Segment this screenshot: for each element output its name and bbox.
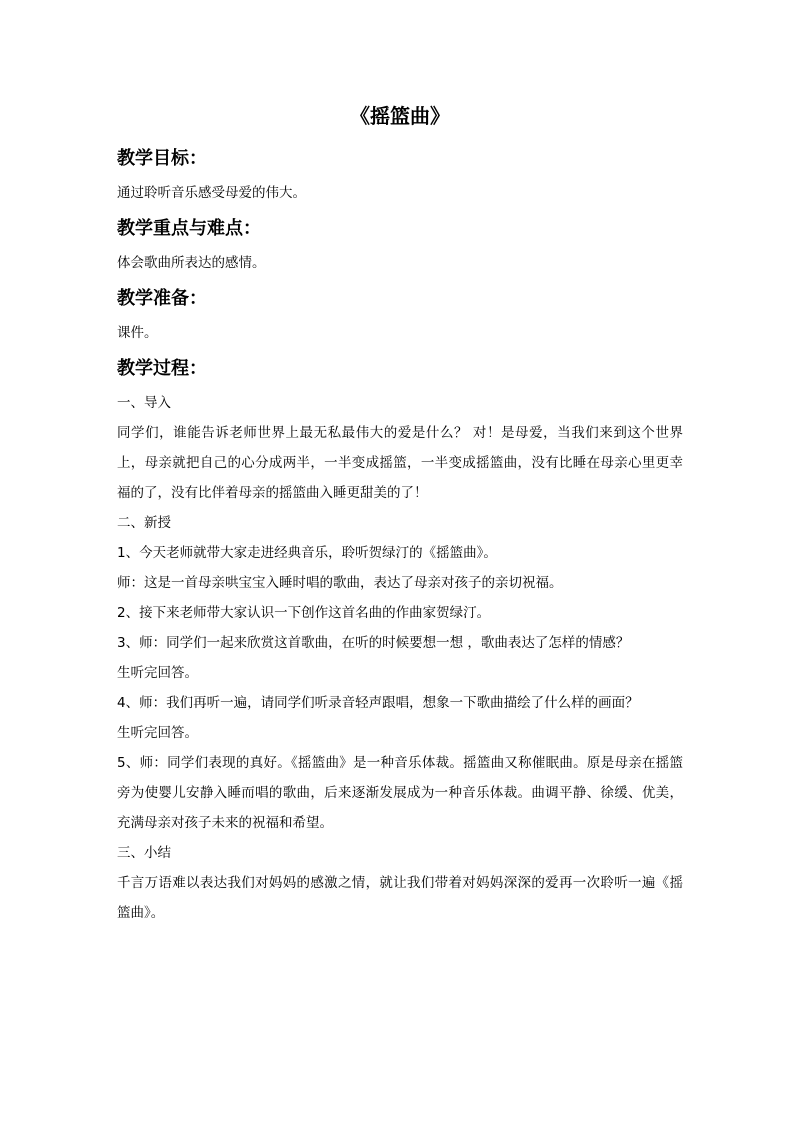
- process-summary-paragraph: 千言万语难以表达我们对妈妈的感激之情，就让我们带着对妈妈深深的爱再一次聆听一遍《摇篮曲》。: [117, 875, 683, 921]
- process-section-summary-title: 三、小结: [117, 845, 171, 861]
- key-points-text: 体会歌曲所表达的感情。: [117, 255, 266, 271]
- heading-key-points: 教学重点与难点：: [117, 218, 261, 239]
- process-section-intro-title: 一、导入: [117, 395, 171, 411]
- process-step-3: 3、师：同学们一起来欣赏这首歌曲，在听的时候要想一想 ，歌曲表达了怎样的情感？: [117, 635, 630, 651]
- document-title: 《摇篮曲》: [350, 104, 450, 128]
- process-step-2: 2、接下来老师带大家认识一下创作这首名曲的作曲家贺绿汀。: [117, 605, 491, 621]
- process-section-new-title: 二、新授: [117, 515, 171, 531]
- process-intro-paragraph: 同学们，谁能告诉老师世界上最无私最伟大的爱是什么？ 对！是母爱，当我们来到这个世界上，母亲就把自己的心分成两半，一半变成摇篮，一半变成摇篮曲，没有比睡在母亲心里更幸福的了，没有比伴着母亲的摇篮曲入睡更甜美的了！: [117, 425, 683, 501]
- process-step-4: 4、师：我们再听一遍，请同学们听录音轻声跟唱，想象一下歌曲描绘了什么样的画面？: [117, 695, 639, 711]
- heading-teaching-process: 教学过程：: [117, 358, 207, 379]
- preparation-text: 课件。: [117, 325, 158, 341]
- process-step-1: 1、今天老师就带大家走进经典音乐，聆听贺绿汀的《摇篮曲》。: [117, 545, 497, 561]
- teaching-goal-text: 通过聆听音乐感受母爱的伟大。: [117, 185, 306, 201]
- process-teacher-line: 师：这是一首母亲哄宝宝入睡时唱的歌曲，表达了母亲对孩子的亲切祝福。: [117, 575, 563, 591]
- heading-preparation: 教学准备：: [117, 288, 207, 309]
- document-page: [117, 98, 683, 928]
- heading-teaching-goal: 教学目标：: [117, 148, 207, 169]
- process-step-5: 5、师：同学们表现的真好。《摇篮曲》是一种音乐体裁。摇篮曲又称催眠曲。原是母亲在摇篮旁为使婴儿安静入睡而唱的歌曲，后来逐渐发展成为一种音乐体裁。曲调平静、徐缓、优美，充满母亲对孩子未来的祝福和希望。: [117, 755, 683, 831]
- process-student-answer-1: 生听完回答。: [117, 665, 198, 681]
- process-student-answer-2: 生听完回答。: [117, 725, 198, 741]
